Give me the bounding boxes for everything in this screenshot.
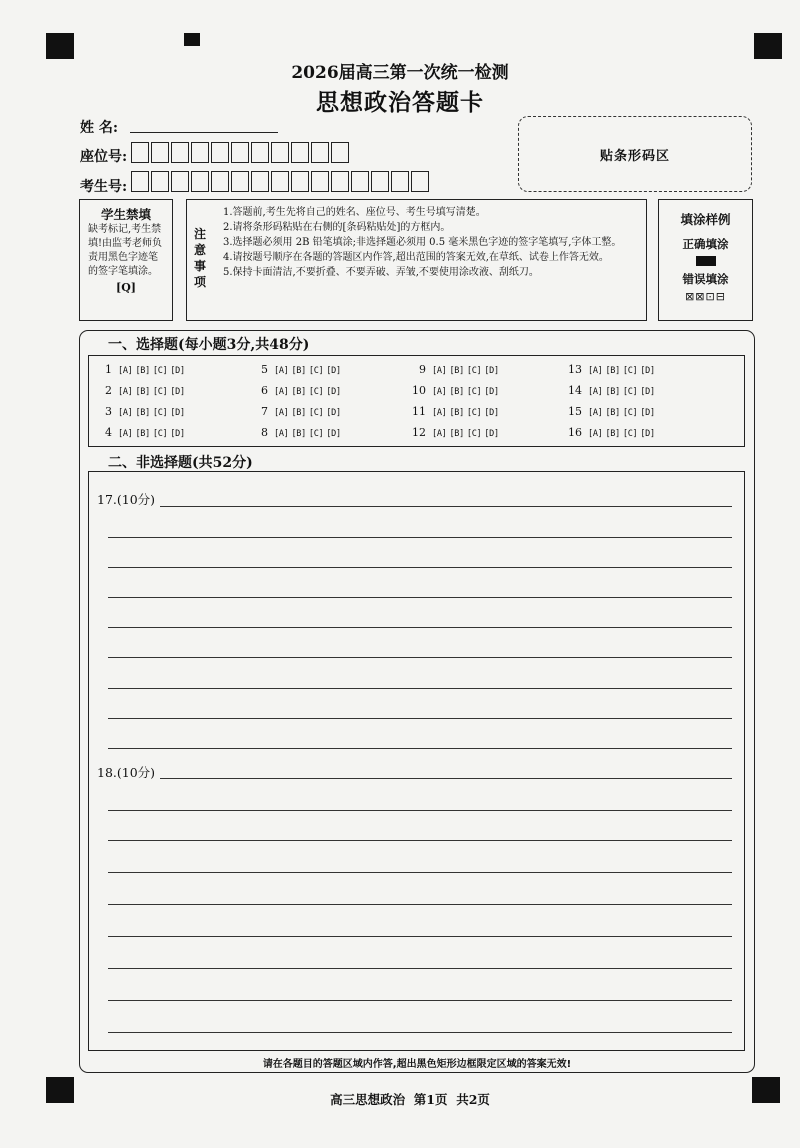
exam-digit-box[interactable] <box>411 171 429 192</box>
mc-option-bubble[interactable]: [D] <box>484 429 499 439</box>
mc-option-bubble[interactable]: [B] <box>135 429 150 439</box>
student-forbidden-panel <box>79 199 173 321</box>
mc-option-bubble[interactable]: [A] <box>274 387 289 397</box>
notice-item: 2.请将条形码粘贴在右侧的[条码粘贴处]的方框内。 <box>223 222 451 233</box>
mc-question-number: 12 <box>412 426 426 439</box>
examno-label: 考生号: <box>80 179 128 195</box>
answer-line[interactable] <box>108 904 732 905</box>
mc-question-row <box>248 405 344 418</box>
answer-line[interactable] <box>108 748 732 749</box>
notice-panel <box>186 199 647 321</box>
notice-item: 5.保持卡面清洁,不要折叠、不要弄破、弄皱,不要使用涂改液、刮纸刀。 <box>223 267 539 278</box>
mc-question-row <box>562 405 658 418</box>
mc-option-bubble[interactable]: [C] <box>622 408 638 418</box>
mc-option-bubble[interactable]: [C] <box>308 366 324 376</box>
mc-option-bubble[interactable]: [D] <box>170 387 185 397</box>
mc-option-bubble[interactable]: [C] <box>466 387 482 397</box>
answer-line[interactable] <box>108 872 732 873</box>
mc-option-bubble[interactable]: [B] <box>291 387 306 397</box>
mc-question-number: 13 <box>568 363 582 376</box>
mc-question-number: 10 <box>412 384 426 397</box>
mc-option-bubble[interactable]: [A] <box>118 366 133 376</box>
mc-option-bubble[interactable]: [A] <box>588 429 603 439</box>
fill-sample-panel <box>658 199 753 321</box>
mc-question-row <box>406 384 502 397</box>
mc-option-bubble[interactable]: [A] <box>274 366 289 376</box>
answer-line[interactable] <box>160 778 732 779</box>
filled-box-icon <box>696 256 716 266</box>
exam-digit-box[interactable] <box>351 171 369 192</box>
mc-option-bubble[interactable]: [B] <box>449 429 464 439</box>
question-17-label: 17.(10分) <box>97 492 156 507</box>
seat-digit-box[interactable] <box>131 142 149 163</box>
seat-digit-box[interactable] <box>311 142 329 163</box>
mc-question-number: 7 <box>261 405 268 418</box>
registration-mark <box>46 33 74 59</box>
section1-subtitle: (每小题3分,共48分) <box>178 337 310 353</box>
registration-mark <box>184 33 200 46</box>
mc-option-bubble[interactable]: [A] <box>432 408 447 418</box>
card-title: 思想政治答题卡 <box>316 89 484 116</box>
mc-question-number: 6 <box>261 384 268 397</box>
name-field[interactable] <box>130 132 278 133</box>
mc-option-bubble[interactable]: [C] <box>152 387 168 397</box>
mc-option-bubble[interactable]: [C] <box>622 366 638 376</box>
exam-digit-box[interactable] <box>131 171 149 192</box>
answer-line[interactable] <box>108 718 732 719</box>
mc-question-row <box>92 405 188 418</box>
mc-option-bubble[interactable]: [B] <box>291 408 306 418</box>
mc-option-bubble[interactable]: [D] <box>326 366 341 376</box>
mc-question-number: 4 <box>105 426 112 439</box>
mc-option-bubble[interactable]: [A] <box>432 366 447 376</box>
mc-option-bubble[interactable]: [C] <box>622 429 638 439</box>
mc-option-bubble[interactable]: [A] <box>588 408 603 418</box>
answer-line[interactable] <box>108 688 732 689</box>
exam-digit-box[interactable] <box>371 171 389 192</box>
mc-option-bubble[interactable]: [B] <box>605 387 620 397</box>
barcode-zone[interactable] <box>518 116 752 192</box>
mc-question-row <box>248 363 344 376</box>
mc-option-bubble[interactable]: [A] <box>432 429 447 439</box>
section2-title: 二、非选择题 <box>108 455 192 471</box>
forbidden-text: 缺考标记,考生禁填!由监考老师负责用黑色字迹笔的签字笔填涂。 <box>88 224 163 277</box>
seat-digit-box[interactable] <box>251 142 269 163</box>
boundary-warning: 请在各题目的答题区域内作答,超出黑色矩形边框限定区域的答案无效! <box>262 1059 572 1070</box>
notice-item: 4.请按题号顺序在各题的答题区内作答,超出范围的答案无效,在草纸、试卷上作答无效。 <box>223 252 609 263</box>
mc-question-number: 15 <box>568 405 582 418</box>
mc-question-number: 8 <box>261 426 268 439</box>
fill-wrong-label: 错误填涂 <box>682 272 729 286</box>
seat-digit-box[interactable] <box>291 142 309 163</box>
mc-option-bubble[interactable]: [C] <box>466 366 482 376</box>
answer-line[interactable] <box>108 1000 732 1001</box>
seat-digit-box[interactable] <box>171 142 189 163</box>
mc-question-number: 9 <box>419 363 426 376</box>
mc-question-row <box>406 405 502 418</box>
mc-option-bubble[interactable]: [C] <box>466 408 482 418</box>
exam-digit-box[interactable] <box>171 171 189 192</box>
mc-option-bubble[interactable]: [D] <box>326 429 341 439</box>
question-18-label: 18.(10分) <box>97 765 156 780</box>
mc-question-number: 5 <box>261 363 268 376</box>
mc-option-bubble[interactable]: [A] <box>588 366 603 376</box>
fill-sample-title: 填涂样例 <box>680 212 731 227</box>
mc-option-bubble[interactable]: [B] <box>135 387 150 397</box>
exam-digit-box[interactable] <box>291 171 309 192</box>
seat-digit-box[interactable] <box>151 142 169 163</box>
mc-question-row <box>406 363 502 376</box>
mc-question-row <box>248 384 344 397</box>
mc-option-bubble[interactable]: [A] <box>118 429 133 439</box>
registration-mark <box>754 33 782 59</box>
seat-digit-box[interactable] <box>191 142 209 163</box>
answer-line[interactable] <box>108 840 732 841</box>
mc-question-row <box>562 363 658 376</box>
exam-title: 2026届高三第一次统一检测 <box>291 63 509 83</box>
section2-header <box>108 452 253 472</box>
mc-option-bubble[interactable]: [C] <box>308 408 324 418</box>
mc-option-bubble[interactable]: [B] <box>291 366 306 376</box>
mc-question-number: 1 <box>105 363 112 376</box>
seat-digit-box[interactable] <box>331 142 349 163</box>
mc-option-bubble[interactable]: [D] <box>326 387 341 397</box>
mc-option-bubble[interactable]: [A] <box>274 408 289 418</box>
mc-question-number: 16 <box>568 426 582 439</box>
mc-question-number: 3 <box>105 405 112 418</box>
mc-option-bubble[interactable]: [D] <box>170 366 185 376</box>
seat-label: 座位号: <box>80 149 128 165</box>
answer-line[interactable] <box>160 506 732 507</box>
mc-option-bubble[interactable]: [D] <box>484 366 499 376</box>
forbidden-title: 学生禁填 <box>100 207 151 222</box>
mc-option-bubble[interactable]: [D] <box>326 408 341 418</box>
mc-option-bubble[interactable]: [C] <box>152 429 168 439</box>
exam-digit-box[interactable] <box>191 171 209 192</box>
mc-question-number: 14 <box>568 384 582 397</box>
name-label: 姓 名: <box>80 120 119 136</box>
exam-digit-box[interactable] <box>251 171 269 192</box>
exam-digit-box[interactable] <box>231 171 249 192</box>
mc-option-bubble[interactable]: [B] <box>605 408 620 418</box>
mc-question-row <box>92 363 188 376</box>
notice-label: 注意事项 <box>194 227 207 289</box>
exam-digit-box[interactable] <box>211 171 229 192</box>
mc-option-bubble[interactable]: [A] <box>588 387 603 397</box>
answer-line[interactable] <box>108 810 732 811</box>
mc-option-bubble[interactable]: [B] <box>291 429 306 439</box>
absent-mark[interactable]: [Q] <box>116 281 136 294</box>
mc-option-bubble[interactable]: [A] <box>274 429 289 439</box>
mc-option-bubble[interactable]: [D] <box>640 366 655 376</box>
mc-option-bubble[interactable]: [D] <box>640 387 655 397</box>
mc-option-bubble[interactable]: [B] <box>449 408 464 418</box>
mc-option-bubble[interactable]: [A] <box>432 387 447 397</box>
mc-option-bubble[interactable]: [A] <box>118 408 133 418</box>
mc-question-row <box>562 426 658 439</box>
answer-line[interactable] <box>108 567 732 568</box>
mc-question-number: 2 <box>105 384 112 397</box>
notice-list <box>223 205 641 280</box>
mc-option-bubble[interactable]: [B] <box>605 366 620 376</box>
mc-option-bubble[interactable]: [A] <box>118 387 133 397</box>
exam-number-boxes[interactable] <box>131 171 431 192</box>
mc-option-bubble[interactable]: [C] <box>308 387 324 397</box>
answer-line[interactable] <box>108 597 732 598</box>
mc-question-row <box>92 384 188 397</box>
answer-line[interactable] <box>108 1032 732 1033</box>
mc-option-bubble[interactable]: [D] <box>640 408 655 418</box>
exam-digit-box[interactable] <box>311 171 329 192</box>
mc-option-bubble[interactable]: [B] <box>135 408 150 418</box>
mc-option-bubble[interactable]: [D] <box>170 408 185 418</box>
mc-option-bubble[interactable]: [B] <box>449 366 464 376</box>
exam-digit-box[interactable] <box>271 171 289 192</box>
mc-option-bubble[interactable]: [D] <box>484 408 499 418</box>
answer-line[interactable] <box>108 657 732 658</box>
mc-option-bubble[interactable]: [D] <box>484 387 499 397</box>
mc-option-bubble[interactable]: [C] <box>622 387 638 397</box>
mc-question-row <box>562 384 658 397</box>
answer-line[interactable] <box>108 627 732 628</box>
mc-option-bubble[interactable]: [B] <box>605 429 620 439</box>
seat-digit-box[interactable] <box>211 142 229 163</box>
section1-header <box>108 334 309 354</box>
notice-item: 1.答题前,考生先将自己的姓名、座位号、考生号填写清楚。 <box>223 207 486 218</box>
mc-option-bubble[interactable]: [C] <box>152 366 168 376</box>
exam-digit-box[interactable] <box>331 171 349 192</box>
mc-option-bubble[interactable]: [C] <box>308 429 324 439</box>
mc-question-row <box>92 426 188 439</box>
section1-title: 一、选择题 <box>108 337 178 353</box>
seat-number-boxes[interactable] <box>131 142 351 163</box>
mc-option-bubble[interactable]: [B] <box>135 366 150 376</box>
section2-subtitle: (共52分) <box>192 455 253 471</box>
mc-option-bubble[interactable]: [C] <box>466 429 482 439</box>
mc-option-bubble[interactable]: [C] <box>152 408 168 418</box>
page-footer: 高三思想政治 第1页 共2页 <box>330 1092 490 1107</box>
exam-digit-box[interactable] <box>151 171 169 192</box>
mc-question-row <box>406 426 502 439</box>
seat-digit-box[interactable] <box>271 142 289 163</box>
answer-line[interactable] <box>108 936 732 937</box>
mc-option-bubble[interactable]: [D] <box>640 429 655 439</box>
exam-digit-box[interactable] <box>391 171 409 192</box>
free-response-area <box>88 471 745 1051</box>
answer-line[interactable] <box>108 537 732 538</box>
fill-correct-label: 正确填涂 <box>682 237 729 251</box>
wrong-fill-icons: ⊠⊠⊡⊟ <box>685 290 726 303</box>
barcode-zone-label: 贴条形码区 <box>599 148 670 164</box>
mc-option-bubble[interactable]: [B] <box>449 387 464 397</box>
mc-option-bubble[interactable]: [D] <box>170 429 185 439</box>
mc-question-row <box>248 426 344 439</box>
seat-digit-box[interactable] <box>231 142 249 163</box>
answer-line[interactable] <box>108 968 732 969</box>
notice-item: 3.选择题必须用 2B 铅笔填涂;非选择题必须用 0.5 毫米黑色字迹的签字笔填写,字体工整。 <box>223 237 622 248</box>
mc-question-number: 11 <box>412 405 426 418</box>
